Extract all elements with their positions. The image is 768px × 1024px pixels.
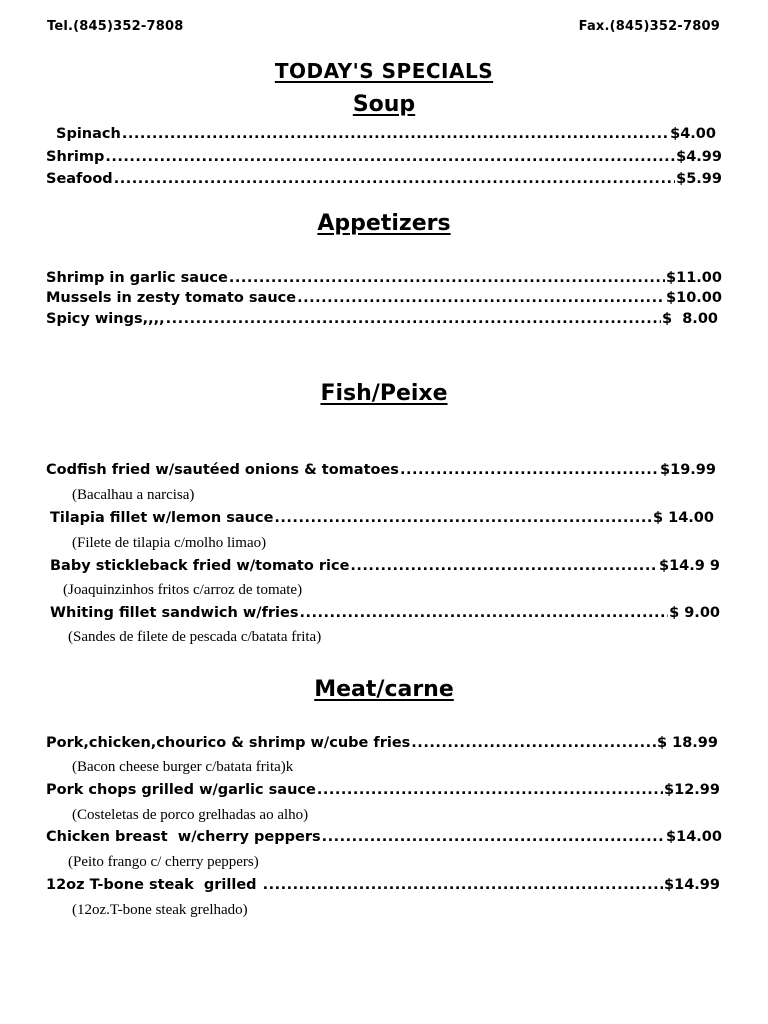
item-name: Shrimp in garlic sauce [46, 270, 228, 286]
menu-item-tbone-steak [46, 875, 720, 895]
leader-dots [299, 603, 668, 623]
item-price: $ 14.00 [652, 510, 714, 526]
leader-dots [105, 147, 675, 167]
item-price: $11.00 [666, 270, 722, 286]
leader-dots [166, 309, 661, 329]
item-name: Chicken breast w/cherry peppers [46, 829, 321, 845]
telephone-number: Tel.(845)352-7808 [47, 19, 184, 34]
item-price: $12.99 [664, 782, 720, 798]
leader-dots [400, 460, 659, 480]
item-name: Whiting fillet sandwich w/fries [50, 605, 299, 621]
item-name: Mussels in zesty tomato sauce [46, 290, 297, 306]
menu-item-whiting [50, 603, 720, 623]
menu-item-pork-chicken-shrimp [46, 733, 718, 753]
fax-number: Fax.(845)352-7809 [578, 19, 720, 34]
item-name: 12oz T-bone steak grilled [46, 877, 262, 893]
section-title-fish: Fish/Peixe [320, 381, 448, 406]
item-name: Shrimp [46, 149, 105, 165]
item-name: Spinach [56, 126, 121, 142]
item-price: $19.99 [660, 462, 716, 478]
item-name: Tilapia fillet w/lemon sauce [50, 510, 274, 526]
leader-dots [274, 508, 652, 528]
item-name: Pork,chicken,chourico & shrimp w/cube fries [46, 735, 411, 751]
menu-item-pork-chops [46, 780, 720, 800]
leader-dots [297, 288, 665, 308]
menu-item-spinach-soup [56, 124, 716, 144]
item-price: $10.00 [666, 290, 722, 306]
item-price: $4.99 [676, 149, 722, 165]
menu-item-spicy-wings [46, 309, 718, 329]
menu-item-stickleback [50, 556, 720, 576]
item-name: Codfish fried w/sautéed onions & tomatoes [46, 462, 399, 478]
leader-dots [411, 733, 656, 753]
item-name: Baby stickleback fried w/tomato rice [50, 558, 350, 574]
section-title-meat: Meat/carne [314, 677, 454, 702]
item-translation: (12oz.T-bone steak grelhado) [72, 902, 248, 918]
page-title: TODAY'S SPECIALS [274, 59, 494, 83]
item-translation: (Filete de tilapia c/molho limao) [72, 535, 267, 551]
item-name: Pork chops grilled w/garlic sauce [46, 782, 316, 798]
item-price: $ 8.00 [662, 311, 718, 327]
menu-item-mussels [46, 288, 722, 308]
item-name: Seafood [46, 171, 113, 187]
leader-dots [350, 556, 658, 576]
menu-item-shrimp-garlic [46, 268, 722, 288]
leader-dots [229, 268, 665, 288]
section-title-appetizers: Appetizers [317, 211, 451, 236]
section-title-soup: Soup [352, 92, 416, 117]
menu-item-codfish [46, 460, 716, 480]
item-translation: (Bacalhau a narcisa) [72, 487, 195, 503]
item-translation: (Sandes de filete de pescada c/batata frita) [68, 629, 322, 645]
leader-dots [263, 875, 663, 895]
item-translation: (Peito frango c/ cherry peppers) [68, 854, 259, 870]
item-price: $14.00 [666, 829, 722, 845]
leader-dots [317, 780, 663, 800]
leader-dots [122, 124, 669, 144]
item-price: $14.99 [664, 877, 720, 893]
item-translation: (Joaquinzinhos fritos c/arroz de tomate) [63, 582, 303, 598]
item-price: $5.99 [676, 171, 722, 187]
menu-item-chicken-breast [46, 827, 722, 847]
menu-item-tilapia [50, 508, 714, 528]
item-translation: (Costeletas de porco grelhadas ao alho) [72, 807, 309, 823]
leader-dots [114, 169, 675, 189]
menu-item-seafood-soup [46, 169, 722, 189]
item-price: $ 9.00 [669, 605, 720, 621]
item-price: $14.9 9 [658, 558, 720, 574]
item-translation: (Bacon cheese burger c/batata frita)k [72, 759, 294, 775]
menu-item-shrimp-soup [46, 147, 722, 167]
item-name: Spicy wings,,,, [46, 311, 165, 327]
leader-dots [322, 827, 665, 847]
item-price: $ 18.99 [656, 735, 718, 751]
item-price: $4.00 [670, 126, 716, 142]
